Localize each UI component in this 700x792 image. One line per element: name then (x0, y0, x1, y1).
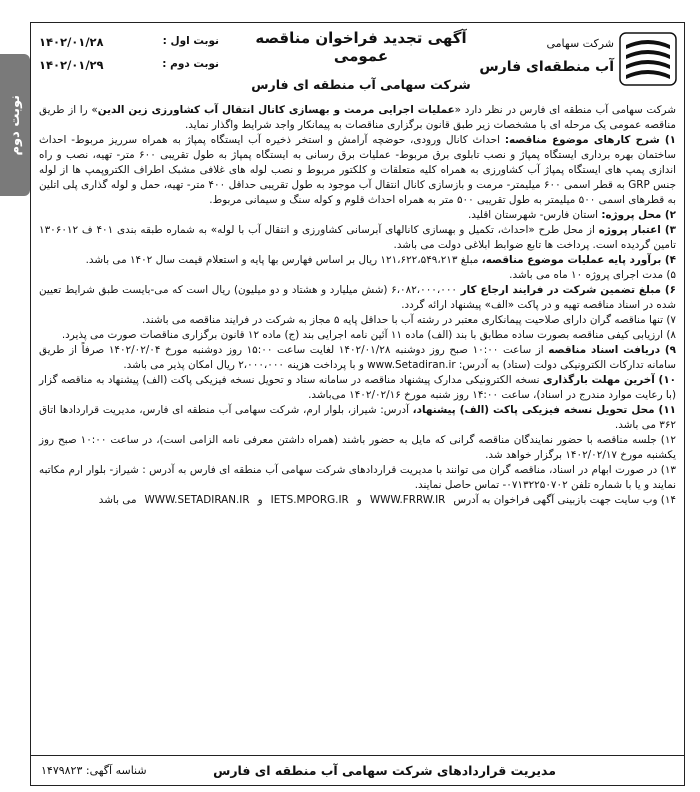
item-14-conjunction-2: و (257, 494, 263, 506)
notice-title: آگهی تجدید فراخوان مناقصه عمومی (255, 29, 467, 65)
publication-dates (39, 35, 219, 81)
notice-id-label: شناسه آگهی: (85, 764, 147, 777)
item-14 (39, 493, 676, 508)
item-8: ۸) ارزیابی کیفی مناقصه بصورت ساده مطابق با بند (الف) ماده ۱۱ آئین نامه اجرایی بند (ج) ماده ۱۲ قانون برگزاری مناقصات صورت می پذیرد. (61, 329, 676, 341)
item-5: ۵) مدت اجرای پروژه ۱۰ ماه می باشد. (509, 269, 676, 281)
item-10-text: نسخه الکترونیکی مدارک پیشنهاد مناقصه در سامانه ستاد و تحویل نسخه فیزیکی پاکت (الف) پیشنهاد به مناقصه گزار (با رعایت موارد مندرج در اسناد)، ساعت ۱۴:۰۰ روز شنبه مورخ ۱۴۰۲/۰۲/۱۶ می‌باشد. (39, 374, 676, 401)
second-turn-date: ۱۴۰۲/۰۱/۲۹ (39, 58, 104, 72)
intro-paragraph (39, 103, 676, 133)
item-6 (39, 283, 676, 313)
website-link-setadiran[interactable]: WWW.SETADIRAN.IR (144, 494, 250, 506)
item-6-text: ۶،۰۸۲،۰۰۰،۰۰۰ (شش میلیارد و هشتاد و دو میلیون) ریال است که می-بایست طبق شرایط تعیین شده در اسناد مناقصه تهیه و در پاکت «الف» پیشنهاد ارائه گردد. (39, 284, 676, 311)
website-link-frrw[interactable]: WWW.FRRW.IR (369, 494, 446, 506)
company-type-label: شرکت سهامی (546, 37, 614, 50)
item-13: ۱۳) در صورت ابهام در اسناد، مناقصه گران می توانند با مدیریت قراردادهای شرکت سهامی آب منطقه ای فارس به آدرس : شیراز- بلوار ارم مکاتبه نمایند و یا با شماره تلفن ۰۷۱۳۲۲۵۰۷۰۲- تماس حاصل نمایند. (39, 464, 676, 491)
item-4-label: ۴) برآورد پایه عملیات موضوع مناقصه، (481, 254, 676, 266)
item-11 (39, 403, 676, 433)
notice-body (39, 103, 676, 508)
company-logo (479, 29, 678, 89)
item-9-label: ۹) دریافت اسناد مناقصه (548, 344, 677, 356)
item-12: ۱۲) جلسه مناقصه با حضور نمایندگان مناقصه گرانی که مایل به حضور باشند (همراه داشتن معرفی نامه الزامی است)، در ساعت ۱۰:۰۰ صبح روز یکشنبه مورخ ۱۴۰۲/۰۲/۱۷ برگزار خواهد شد. (39, 434, 676, 461)
turn-ribbon-label: نوبت دوم (7, 94, 23, 156)
title-block (231, 27, 491, 92)
first-turn-date: ۱۴۰۲/۰۱/۲۸ (39, 35, 104, 49)
notice-footer (31, 756, 684, 785)
item-4 (39, 253, 676, 268)
first-turn-row (39, 35, 219, 49)
notice-subtitle: شرکت سهامی آب منطقه ای فارس (251, 77, 471, 92)
item-1-text: احداث کانال ورودی، حوضچه آرامش و استخر ذخیره آب ایستگاه پمپاژ به همراه سرریز مربوط- احداث ساختمان بهره برداری ایستگاه پمپاژ و نصب تابلوی برق مربوط- عملیات برق رسانی به ایستگاه پمپاژ به طول تقریبی ۶۰۰ متر- تهیه، نصب و راه اندازی پمپ های ایستگاه پمپاژ آب کشاورزی به همراه کلیه متعلقات و کلکتور مربوط و نصب لوله های غلافی مشبک اطراف الکتروپمپ ها از لوله جنس GRP به قطر اسمی ۶۰۰ میلیمتر- مرمت و بازسازی کانال انتقال آب موجود به طول تقریبی حداقل ۴۰۰ متر- تهیه، حمل و لوله گذاری پلی اتلین به قطرهای اسمی ۵۰۰ میلیمتر به طول تقریبی ۵۰۰ متر به همراه احداث قلوم و کوله سنگ و سیمانی مربوط. (39, 134, 676, 206)
item-2-label: ۲) محل پروژه: (601, 209, 676, 221)
item-3 (39, 223, 676, 253)
item-1 (39, 133, 676, 208)
water-company-logo-icon (618, 31, 678, 87)
first-turn-label: نوبت اول : (162, 35, 219, 47)
item-10 (39, 373, 676, 403)
item-11-label: ۱۱) محل تحویل نسخه فیزیکی پاکت (الف) پیشنهاد، (412, 404, 676, 416)
item-10-label: ۱۰) آخرین مهلت بارگذاری (543, 374, 676, 386)
notice-id (41, 764, 147, 777)
item-14-text-start: ۱۴) وب سایت جهت بازبینی آگهی فراخوان به آدرس (453, 494, 676, 506)
item-4-text: مبلغ ۱۲۱،۶۲۲،۵۴۹،۲۱۳ ریال بر اساس فهارس بها پایه و استعلام قیمت سال ۱۴۰۲ می باشد. (85, 254, 482, 266)
item-7: ۷) تنها مناقصه گران دارای صلاحیت پیمانکاری معتبر در رشته آب با حداقل پایه ۵ مجاز به شرکت در فرایند مناقصه می باشند. (141, 314, 676, 326)
item-3-text: از محل طرح «احداث، تکمیل و بهسازی کانالهای آبرسانی کشاورزی و انتقال آب با لوله» به شماره طبقه بندی ۴۰۱ ف ۱۳۰۶۰۱۲ تامین گردیده است. پرداخت ها تابع ضوابط ابلاغی دولت می باشد. (39, 224, 676, 251)
footer-title: مدیریت قراردادهای شرکت سهامی آب منطقه ای فارس (213, 763, 556, 778)
notice-header (31, 23, 684, 93)
item-11-text: آدرس: شیراز، بلوار ارم، شرکت سهامی آب منطقه ای فارس، مدیریت قراردادها اتاق ۳۶۲ می باشد. (39, 404, 676, 431)
item-14-conjunction-1: و (356, 494, 362, 506)
item-9-text: از ساعت ۱۰:۰۰ صبح روز دوشنبه ۱۴۰۲/۰۱/۲۸ لغایت ساعت ۱۵:۰۰ روز دوشنبه مورخ ۱۴۰۲/۰۲/۰۴ صرفاً از طریق سامانه تدارکات الکترونیکی دولت (ستاد) به آدرس: www.Setadiran.ir و با پرداخت هزینه ۲،۰۰۰،۰۰۰ ریال امکان پذیر می باشد. (39, 344, 676, 371)
second-turn-row (39, 58, 219, 72)
item-3-label: ۳) اعتبار پروژه (598, 224, 676, 236)
notice-frame (30, 22, 685, 786)
item-6-label: ۶) مبلغ تضمین شرکت در فرایند ارجاع کار (460, 284, 676, 296)
item-14-text-end: می باشد (98, 494, 137, 506)
intro-text-start: شرکت سهامی آب منطقه ای فارس در نظر دارد « (454, 104, 676, 116)
intro-project-name: عملیات اجرایی مرمت و بهسازی کانال انتقال آب کشاورزی زین الدین (97, 104, 455, 116)
company-name: آب منطقه‌ای فارس (479, 59, 614, 75)
turn-ribbon (0, 54, 30, 196)
item-2-text: استان فارس- شهرستان اقلید. (468, 209, 602, 221)
website-link-iets[interactable]: IETS.MPORG.IR (270, 494, 349, 506)
second-turn-label: نوبت دوم : (162, 58, 219, 70)
item-2 (39, 208, 676, 223)
item-9 (39, 343, 676, 373)
notice-id-value: ۱۴۷۹۸۲۳ (41, 764, 83, 777)
item-1-label: ۱) شرح کارهای موضوع مناقصه: (504, 134, 676, 146)
intro-text-end: » را از طریق مناقصه عمومی یک مرحله ای با مشخصات زیر طبق قانون برگزاری مناقصات به پیمانکار واجد شرایط واگذار نماید. (39, 104, 676, 131)
